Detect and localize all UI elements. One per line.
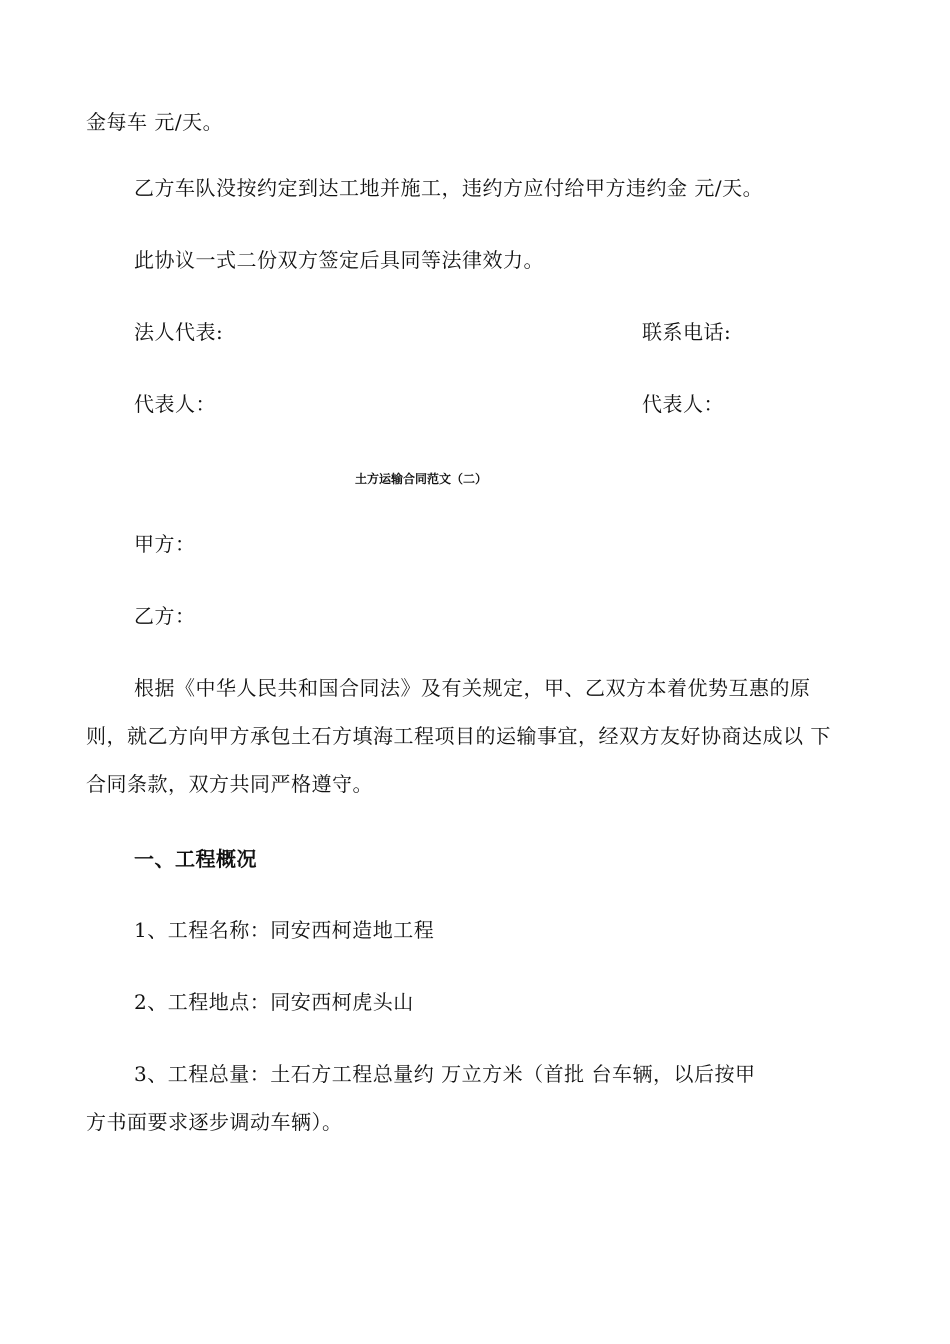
contract-title: 土方运输合同范文（二）: [355, 472, 488, 486]
intro-line-3: 合同条款，双方共同严格遵守。: [86, 772, 373, 796]
item-project-location: 2、工程地点：同安西柯虎头山: [134, 990, 414, 1014]
section-heading-project-overview: 一、工程概况: [134, 847, 257, 871]
party-a-label: 甲方：: [134, 532, 196, 556]
legal-representative-label: 法人代表:: [134, 320, 224, 344]
item-project-volume-line-1: 3、工程总量：土石方工程总量约 万立方米（首批 台车辆，以后按甲: [134, 1062, 756, 1086]
party-b-label: 乙方：: [134, 604, 196, 628]
paragraph-effect: 此协议一式二份双方签定后具同等法律效力。: [134, 248, 544, 272]
intro-line-1: 根据《中华人民共和国合同法》及有关规定，甲、乙双方本着优势互惠的原: [134, 676, 811, 700]
item-project-volume-line-2: 方书面要求逐步调动车辆）。: [86, 1110, 343, 1134]
contact-phone-label: 联系电话:: [642, 320, 732, 344]
intro-line-2: 则，就乙方向甲方承包土石方填海工程项目的运输事宜，经双方友好协商达成以 下: [86, 724, 831, 748]
paragraph-breach-team: 乙方车队没按约定到达工地并施工，违约方应付给甲方违约金 元/天。: [134, 176, 764, 200]
paragraph-tail: 金每车 元/天。: [86, 110, 224, 134]
representative-left-label: 代表人：: [134, 392, 216, 416]
representative-right-label: 代表人：: [642, 392, 724, 416]
item-project-name: 1、工程名称：同安西柯造地工程: [134, 918, 435, 942]
